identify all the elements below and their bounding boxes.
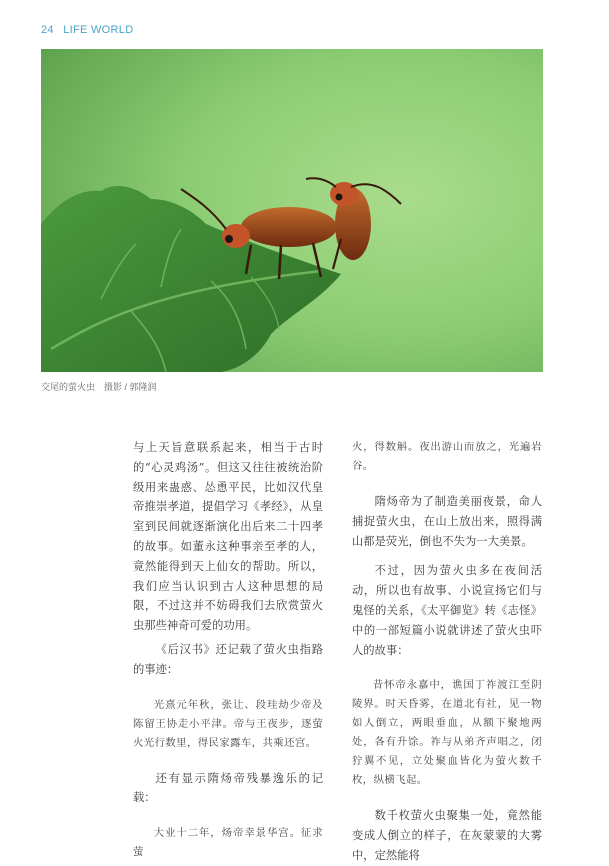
paragraph: 数千枚萤火虫聚集一处，竟然能变成人倒立的样子，在灰蒙蒙的大雾中，定然能将 (352, 809, 542, 862)
section-title: LIFE WORLD (63, 24, 134, 36)
photo-caption: 交尾的萤火虫 摄影 / 郭隆润 (41, 382, 157, 392)
page-number: 24 (41, 24, 54, 36)
firefly-photo (41, 49, 543, 372)
paragraph: 与上天旨意联系起来，相当于古时的“心灵鸡汤”。但这又往往被统治阶级用来蛊惑、怂恿平民，比如汉代皇帝推崇孝道，提倡学习《孝经》，从皇室到民间就逐渐演化出后来二十四孝的故事。如董永这种事亲至孝的人，竟然能得到天上仙女的帮助。所以，我们应当认识到古人这种思想的局限，不过这并不妨碍我们去欣赏萤火虫那些神奇可爱的功用。 (133, 441, 323, 633)
paragraph: 隋炀帝为了制造美丽夜景，命人捕捉萤火虫，在山上放出来，照得满山都是荧光，倒也不失为一大美景。 (352, 495, 542, 548)
quote-paragraph: 光熹元年秋，张让、段珪劫少帝及陈留王协走小平津。帝与王夜步，逐萤火光行数里，得民家露车，共乘还宫。 (133, 698, 323, 749)
firefly-photo-illustration (41, 49, 543, 372)
paragraph: 不过，因为萤火虫多在夜间活动，所以也有故事、小说宣扬它们与鬼怪的关系，《太平御览》转《志怪》中的一部短篇小说就讲述了萤火虫吓人的故事： (352, 564, 542, 657)
article-left-column (133, 438, 323, 862)
quote-paragraph: 火，得数斛。夜出游山而放之，光遍岩谷。 (352, 441, 542, 472)
paragraph: 还有显示隋炀帝残暴逸乐的记载： (133, 771, 323, 805)
paragraph: 《后汉书》还记载了萤火虫指路的事迹： (133, 642, 323, 676)
quote-paragraph: 昔怀帝永嘉中，谯国丁祚渡江至阴陵界。时天昏雾，在道北有社，见一物如人倒立，两眼垂血，从额下聚地两处，各有升馀。祚与从弟齐声唱之，闭狞翼不见，立处聚血皆化为萤火数千枚，纵横飞起。 (352, 679, 542, 787)
article-right-column (352, 438, 542, 866)
quote-paragraph: 大业十二年，炀帝幸景华宫。征求萤 (133, 827, 323, 859)
page-header (41, 24, 133, 36)
